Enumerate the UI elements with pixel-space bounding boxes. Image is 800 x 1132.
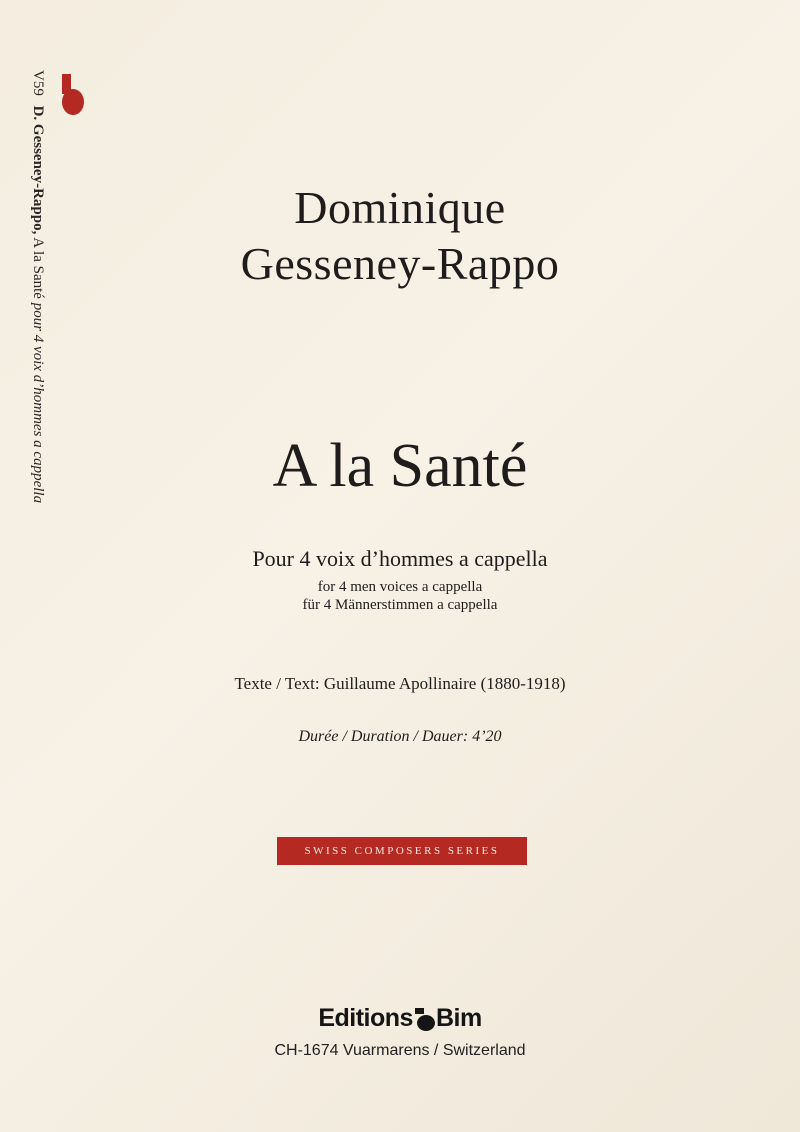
composer-first-name: Dominique — [294, 182, 506, 233]
series-banner — [277, 837, 527, 865]
spine-subtitle: pour 4 voix d’hommes a cappella — [30, 302, 46, 504]
composer-name — [0, 180, 800, 292]
scoring-german: für 4 Männerstimmen a cappella — [302, 597, 498, 613]
spine-title: A la Santé — [30, 237, 46, 299]
duration: Durée / Duration / Dauer: 4’20 — [298, 728, 502, 745]
note-icon — [415, 1006, 435, 1032]
spine-composer: D. Gesseney-Rappo, — [30, 105, 46, 235]
publisher-address: CH-1674 Vuarmarens / Switzerland — [274, 1042, 526, 1059]
spine-code: V59 — [30, 70, 46, 96]
publisher-mark-icon — [62, 74, 84, 116]
series-label: SWISS COMPOSERS SERIES — [304, 845, 500, 857]
text-credit: Texte / Text: Guillaume Apollinaire (1880-1918) — [234, 674, 566, 693]
scoring-french: Pour 4 voix d’hommes a cappella — [252, 546, 548, 571]
work-title: A la Santé — [272, 432, 528, 500]
publisher-logo — [0, 1004, 800, 1033]
scoring-english: for 4 men voices a cappella — [317, 579, 483, 595]
publisher-name-left: Editions — [318, 1004, 413, 1032]
composer-last-name: Gesseney-Rappo — [240, 238, 560, 289]
publisher-name-right: Bim — [435, 1004, 482, 1032]
